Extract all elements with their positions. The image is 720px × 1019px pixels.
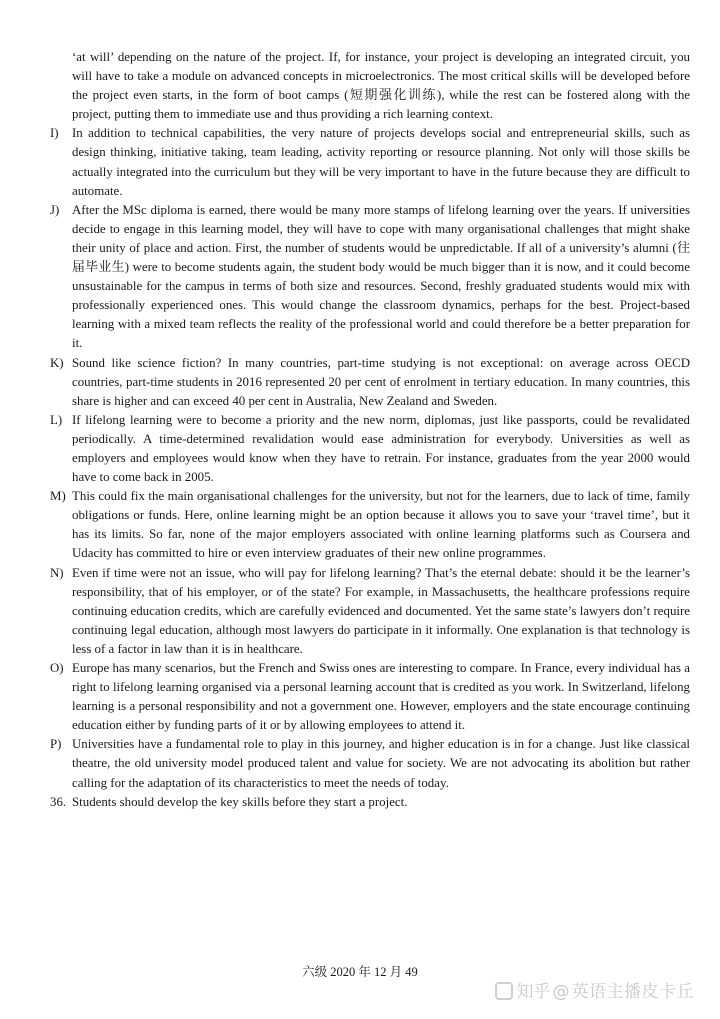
paragraph-marker: P) <box>50 737 62 752</box>
paragraph-marker: O) <box>50 661 64 675</box>
paragraph-k <box>50 354 690 411</box>
watermark-at: @ <box>552 982 570 1002</box>
paragraph-marker: I) <box>50 126 59 141</box>
paragraph-l <box>50 411 690 487</box>
question-text: Students should develop the key skills before they start a project. <box>72 794 408 809</box>
page-footer: 六级 2020 年 12 月 49 <box>302 965 418 979</box>
paragraph-text: In addition to technical capabilities, the very nature of projects develops social and entrepreneurial skills, such as design thinking, initiative taking, team leading, activity reporting or resource planning. Not only will those skills be actually integrated into the curriculum but they will be very important to have in the future because they are difficult to automate. <box>72 126 690 198</box>
paragraph-text: This could fix the main organisational challenges for the university, but not for the learners, due to lack of time, family obligations or funds. Here, online learning might be an option because it allows you to save your ‘travel time’, but it has its limits. So far, none of the major employers associated with online learning platforms such as Coursera and Udacity has committed to hire or even interview graduates of their new online programmes. <box>72 489 690 561</box>
paragraph-text: Europe has many scenarios, but the French and Swiss ones are interesting to compare. In France, every individual has a right to lifelong learning organised via a personal learning account that is credited as you work. In Switzerland, lifelong learning is a personal responsibility and not a government one. However, employers and the state encourage continuing education either by funding parts of it or by allowing employees to attend it. <box>72 661 690 733</box>
paragraph-o <box>50 659 690 735</box>
watermark-site: 知乎 <box>516 982 551 1002</box>
watermark <box>495 977 695 1002</box>
watermark-author: 英语主播皮卡丘 <box>571 982 694 1002</box>
paragraph-i <box>50 124 690 200</box>
paragraph-text: Sound like science fiction? In many countries, part-time studying is not exceptional: on average across OECD countries, part-time students in 2016 represented 20 per cent of enrolment in tertiary education. In many countries, this share is higher and can exceed 40 per cent in Australia, New Zealand and Sweden. <box>72 355 690 408</box>
paragraph-text: Even if time were not an issue, who will pay for lifelong learning? That’s the eternal debate: should it be the learner’s responsibility, that of his employer, or of the state? For example, in Massachusetts, the healthcare professions require continuing education credits, which are carefully evidenced and documented. Yet the same state’s lawyers don’t require continuing legal education, although most lawyers do participate in it informally. One explanation is that technology is less of a factor in law than it is in healthcare. <box>72 565 690 656</box>
paragraph-marker: J) <box>50 202 60 217</box>
zhihu-logo-icon <box>495 982 513 1000</box>
question-36 <box>50 793 690 812</box>
question-number: 36. <box>50 794 67 809</box>
paragraph-m <box>50 487 690 563</box>
paragraph-n <box>50 564 690 659</box>
paragraph-text: ‘at will’ depending on the nature of the project. If, for instance, your project is developing an integrated circuit, you will have to take a module on advanced concepts in microelectronics. The most critical skills will be developed before the project even starts, in the form of boot camps (短期强化训练), while the rest can be fostered along with the project, putting them to immediate use and thus providing a rich learning context. <box>72 50 690 122</box>
paragraph-text: After the MSc diploma is earned, there would be many more stamps of lifelong learning over the years. If universities decide to engage in this learning model, they will have to cope with many organisational challenges that might shake their unity of place and action. First, the number of students would be unpredictable. If all of a university’s alumni (往届毕业生) were to become students again, the student body would be much bigger than it is now, and it could become unsustainable for the campus in terms of both size and resources. Second, freshly graduated students would mix with professionally experienced ones. This would change the classroom dynamics, perhaps for the best. Project-based learning with a mixed team reflects the reality of the professional world and could therefore be a better preparation for it. <box>72 202 690 351</box>
paragraph-j <box>50 201 690 354</box>
paragraph-h-continued <box>50 48 690 124</box>
paragraph-marker: L) <box>50 412 63 427</box>
paragraph-marker: M) <box>50 489 66 504</box>
paragraph-p <box>50 735 690 792</box>
paragraph-marker: K) <box>50 355 64 370</box>
paragraph-text: Universities have a fundamental role to play in this journey, and higher education is in for a change. Just like classical theatre, the old university model produced talent and value for society. We are not advocating its abolition but rather calling for the adaptation of its characteristics to meet the needs of today. <box>72 737 690 790</box>
paragraph-marker: N) <box>50 565 64 580</box>
paragraph-text: If lifelong learning were to become a priority and the new norm, diplomas, just like passports, could be revalidated periodically. A time-determined revalidation would ease administration for everybody. Universities as well as employers and employees would know when they have to retrain. For instance, graduates from the year 2000 would have to come back in 2005. <box>72 412 690 485</box>
